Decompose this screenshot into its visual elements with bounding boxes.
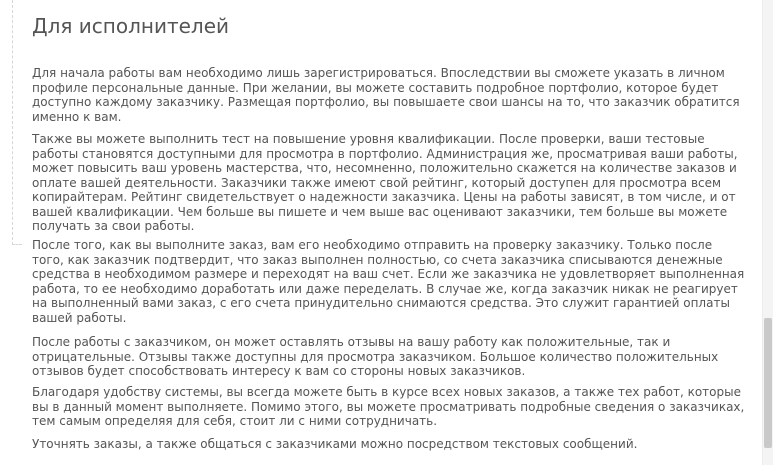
text-line: тем самым определяя для себя, стоит ли с ними сотрудничать. <box>32 414 438 428</box>
text-line: профиле персональные данные. При желании, вы можете составить подробное портфолио, которое будет <box>32 80 719 95</box>
scrollbar-track[interactable] <box>762 0 773 465</box>
paragraph-messages <box>32 437 758 452</box>
text-line: отзывов будет способствовать интересу к вам со стороны новых заказчиков. <box>32 364 526 378</box>
text-line: После работы с заказчиком, он может оставлять отзывы на вашу работу как положительные, так и <box>32 335 671 349</box>
content-left-border <box>12 0 13 245</box>
text-line: работа, то ее необходимо доработать или даже переделать. В случае же, когда заказчик никак не реагирует <box>32 281 738 296</box>
paragraph-reviews <box>32 335 758 379</box>
text-line: Также вы можете выполнить тест на повышение уровня квалификации. После проверки, ваши тестовые <box>32 132 705 146</box>
text-line: отрицательные. Отзывы также доступны для просмотра заказчиком. Большое количество положительных <box>32 349 719 364</box>
content-border-tick <box>12 244 22 245</box>
text-line: Благодаря удобству системы, вы всегда можете быть в курсе всех новых заказов, а также тех работ, которые <box>32 385 741 399</box>
text-line: средства в необходимом размере и переходят на ваш счет. Если же заказчика не удовлетворяет выполненная <box>32 267 745 281</box>
text-line: вашей работы. <box>32 310 127 325</box>
text-line: вы в данный момент выполняете. Помимо этого, вы можете просматривать подробные сведения о заказчиках, <box>32 399 745 414</box>
page-title: Для исполнителей <box>32 14 230 38</box>
text-line: После того, как вы выполните заказ, вам его необходимо отправить на проверку заказчику. Только после <box>32 238 713 252</box>
paragraph-registration <box>32 66 758 124</box>
paragraph-qualification <box>32 132 758 234</box>
text-line: оплате вашей деятельности. Заказчики также имеют свой рейтинг, который доступен для просмотра всем <box>32 175 722 190</box>
text-line: именно к вам. <box>32 109 122 124</box>
text-line: того, как заказчик подтвердит, что заказ выполнен полностью, со счета заказчика списываются денежные <box>32 252 723 267</box>
text-line: копирайтерам. Рейтинг свидетельствует о надежности заказчика. Цены на работы зависят, в том числе, и от <box>32 190 736 204</box>
text-line: Уточнять заказы, а также общаться с заказчиками можно посредством текстовых сообщений. <box>32 437 638 451</box>
text-line: получать за свои работы. <box>32 219 195 233</box>
scrollbar-thumb[interactable] <box>764 318 772 448</box>
text-line: Для начала работы вам необходимо лишь зарегистрироваться. Впоследствии вы сможете указать в личном <box>32 66 725 80</box>
paragraph-payment <box>32 238 758 325</box>
text-line: вашей квалификации. Чем больше вы пишете и чем выше вас оценивают заказчики, тем больше вы можете <box>32 204 728 219</box>
text-line: доступно каждому заказчику. Размещая портфолио, вы повышаете свои шансы на то, что заказчик обратится <box>32 95 740 109</box>
paragraph-convenience <box>32 385 758 429</box>
text-line: на выполненный вами заказ, с его счета принудительно снимаются средства. Это служит гарантией оплаты <box>32 296 730 310</box>
text-line: работы становятся доступными для просмотра в портфолио. Администрация же, просматривая ваши работы, <box>32 146 738 161</box>
text-line: может повысить ваш уровень мастерства, что, несомненно, положительно скажется на количестве заказов и <box>32 161 737 175</box>
